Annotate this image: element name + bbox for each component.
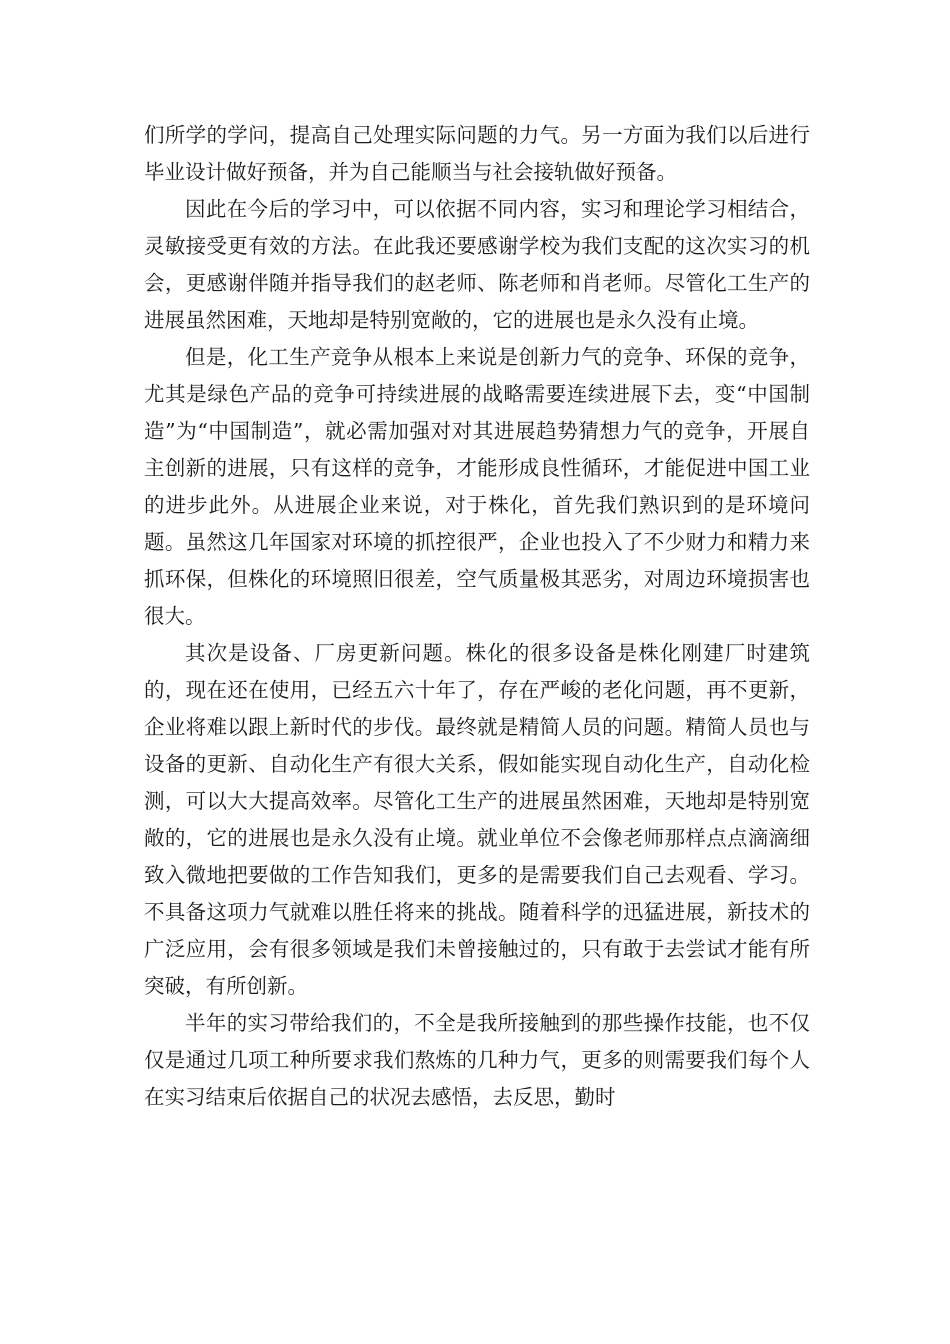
paragraph-5: 半年的实习带给我们的，不全是我所接触到的那些操作技能，也不仅仅是通过几项工种所要求我们熬炼的几种力气，更多的则需要我们每个人在实习结束后依据自己的状况去感悟，去反思，勤时 [144,1011,810,1109]
paragraph-2: 因此在今后的学习中，可以依据不同内容，实习和理论学习相结合，灵敏接受更有效的方法。在此我还要感谢学校为我们支配的这次实习的机会，更感谢伴随并指导我们的赵老师、陈老师和肖老师。尽管化工生产的进展虽然困难，天地却是特别宽敞的，它的进展也是永久没有止境。 [144,197,810,332]
paragraph-1: 们所学的学问，提高自己处理实际问题的力气。另一方面为我们以后进行毕业设计做好预备，并为自己能顺当与社会接轨做好预备。 [144,123,810,184]
paragraph-3: 但是，化工生产竞争从根本上来说是创新力气的竞争、环保的竞争，尤其是绿色产品的竞争可持续进展的战略需要连续进展下去，变“中国制造”为“中国制造”，就必需加强对对其进展趋势猜想力气的竞争，开展自主创新的进展，只有这样的竞争，才能形成良性循环，才能促进中国工业的进步此外。从进展企业来说，对于株化，首先我们熟识到的是环境问题。虽然这几年国家对环境的抓控很严，企业也投入了不少财力和精力来抓环保，但株化的环境照旧很差，空气质量极其恶劣，对周边环境损害也很大。 [144,345,810,628]
document-page [144,117,810,1116]
paragraph-4: 其次是设备、厂房更新问题。株化的很多设备是株化刚建厂时建筑的，现在还在使用，已经五六十年了，存在严峻的老化问题，再不更新，企业将难以跟上新时代的步伐。最终就是精简人员的问题。精简人员也与设备的更新、自动化生产有很大关系，假如能实现自动化生产，自动化检测，可以大大提高效率。尽管化工生产的进展虽然困难，天地却是特别宽敞的，它的进展也是永久没有止境。就业单位不会像老师那样点点滴滴细致入微地把要做的工作告知我们，更多的是需要我们自己去观看、学习。不具备这项力气就难以胜任将来的挑战。随着科学的迅猛进展，新技术的广泛应用，会有很多领域是我们未曾接触过的，只有敢于去尝试才能有所突破，有所创新。 [144,641,810,998]
